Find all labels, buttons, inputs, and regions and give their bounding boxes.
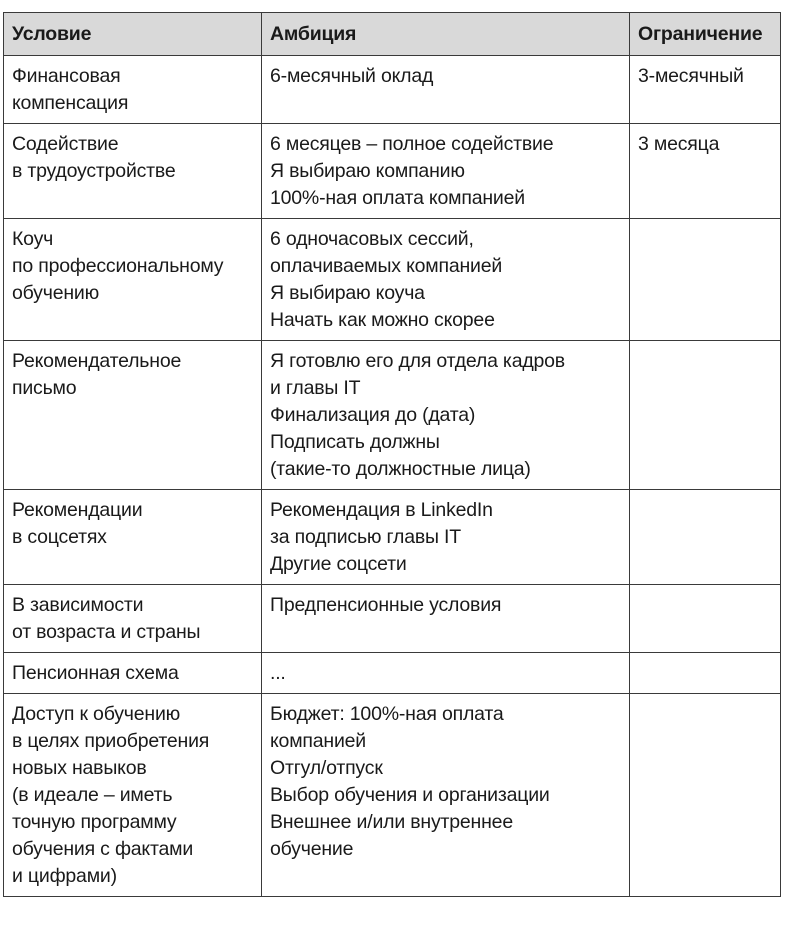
table-row — [4, 490, 781, 585]
table-row — [4, 694, 781, 897]
cell-line: новых навыков — [12, 757, 147, 779]
cell-limit — [630, 490, 781, 585]
cell-line: Выбор обучения и организации — [270, 784, 550, 806]
cell-line: Финализация до (дата) — [270, 404, 476, 426]
cell-line: Доступ к обучению — [12, 703, 181, 725]
table-header-row — [4, 13, 781, 56]
cell-limit — [630, 124, 781, 219]
cell-line: 6 месяцев – полное содействие — [270, 133, 554, 155]
cell-line: Я готовлю его для отдела кадров — [270, 350, 565, 372]
cell-limit — [630, 341, 781, 490]
table-row — [4, 124, 781, 219]
cell-line: Рекомендация в LinkedIn — [270, 499, 493, 521]
cell-line: 6 одночасовых сессий, — [270, 228, 474, 250]
cell-line: обучению — [12, 282, 100, 304]
cell-line: 6-месячный оклад — [270, 65, 434, 87]
cell-line: точную программу — [12, 811, 177, 833]
cell-line: Отгул/отпуск — [270, 757, 383, 779]
table-row — [4, 585, 781, 653]
header-condition: Условие — [4, 13, 262, 56]
cell-condition — [4, 341, 262, 490]
cell-line: Рекомендации — [12, 499, 143, 521]
table-row — [4, 56, 781, 124]
cell-condition — [4, 56, 262, 124]
cell-line: 100%-ная оплата компанией — [270, 187, 525, 209]
cell-ambition — [262, 585, 630, 653]
conditions-table — [3, 12, 781, 897]
cell-line: компенсация — [12, 92, 129, 114]
cell-line: компанией — [270, 730, 367, 752]
cell-line: Финансовая — [12, 65, 121, 87]
cell-line: Внешнее и/или внутреннее — [270, 811, 513, 833]
cell-condition — [4, 490, 262, 585]
cell-line: Подписать должны — [270, 431, 440, 453]
table-row — [4, 219, 781, 341]
cell-line: (в идеале – иметь — [12, 784, 173, 806]
cell-line: Я выбираю коуча — [270, 282, 425, 304]
cell-line: от возраста и страны — [12, 621, 201, 643]
header-ambition: Амбиция — [262, 13, 630, 56]
cell-line: Другие соцсети — [270, 553, 407, 575]
cell-ambition — [262, 653, 630, 694]
cell-line: В зависимости — [12, 594, 144, 616]
cell-line: в соцсетях — [12, 526, 107, 548]
table-row — [4, 341, 781, 490]
cell-line: 3 месяца — [638, 133, 720, 155]
cell-line: Пенсионная схема — [12, 662, 179, 684]
cell-line: 3-месячный — [638, 65, 744, 87]
cell-condition — [4, 694, 262, 897]
header-limit: Ограничение — [630, 13, 781, 56]
cell-line: Рекомендательное — [12, 350, 182, 372]
cell-ambition — [262, 56, 630, 124]
cell-limit — [630, 219, 781, 341]
cell-line: по профессиональному — [12, 255, 224, 277]
cell-ambition — [262, 219, 630, 341]
cell-line: обучения с фактами — [12, 838, 194, 860]
cell-line: письмо — [12, 377, 77, 399]
cell-ambition — [262, 341, 630, 490]
cell-limit — [630, 653, 781, 694]
cell-line: (такие-то должностные лица) — [270, 458, 531, 480]
cell-line: обучение — [270, 838, 354, 860]
cell-limit — [630, 694, 781, 897]
cell-ambition — [262, 124, 630, 219]
cell-ambition — [262, 490, 630, 585]
cell-line: в трудоустройстве — [12, 160, 176, 182]
cell-condition — [4, 585, 262, 653]
cell-ambition — [262, 694, 630, 897]
cell-line: Предпенсионные условия — [270, 594, 502, 616]
cell-line: оплачиваемых компанией — [270, 255, 503, 277]
cell-condition — [4, 653, 262, 694]
table-body — [4, 56, 781, 897]
cell-line: за подписью главы IT — [270, 526, 461, 548]
cell-line: ... — [270, 662, 286, 684]
table-row — [4, 653, 781, 694]
cell-line: Начать как можно скорее — [270, 309, 495, 331]
cell-condition — [4, 124, 262, 219]
cell-line: в целях приобретения — [12, 730, 210, 752]
cell-line: Я выбираю компанию — [270, 160, 465, 182]
cell-line: и цифрами) — [12, 865, 117, 887]
cell-line: Бюджет: 100%-ная оплата — [270, 703, 504, 725]
cell-line: Коуч — [12, 228, 54, 250]
cell-line: Содействие — [12, 133, 119, 155]
cell-limit — [630, 585, 781, 653]
cell-line: и главы IT — [270, 377, 361, 399]
cell-limit — [630, 56, 781, 124]
cell-condition — [4, 219, 262, 341]
